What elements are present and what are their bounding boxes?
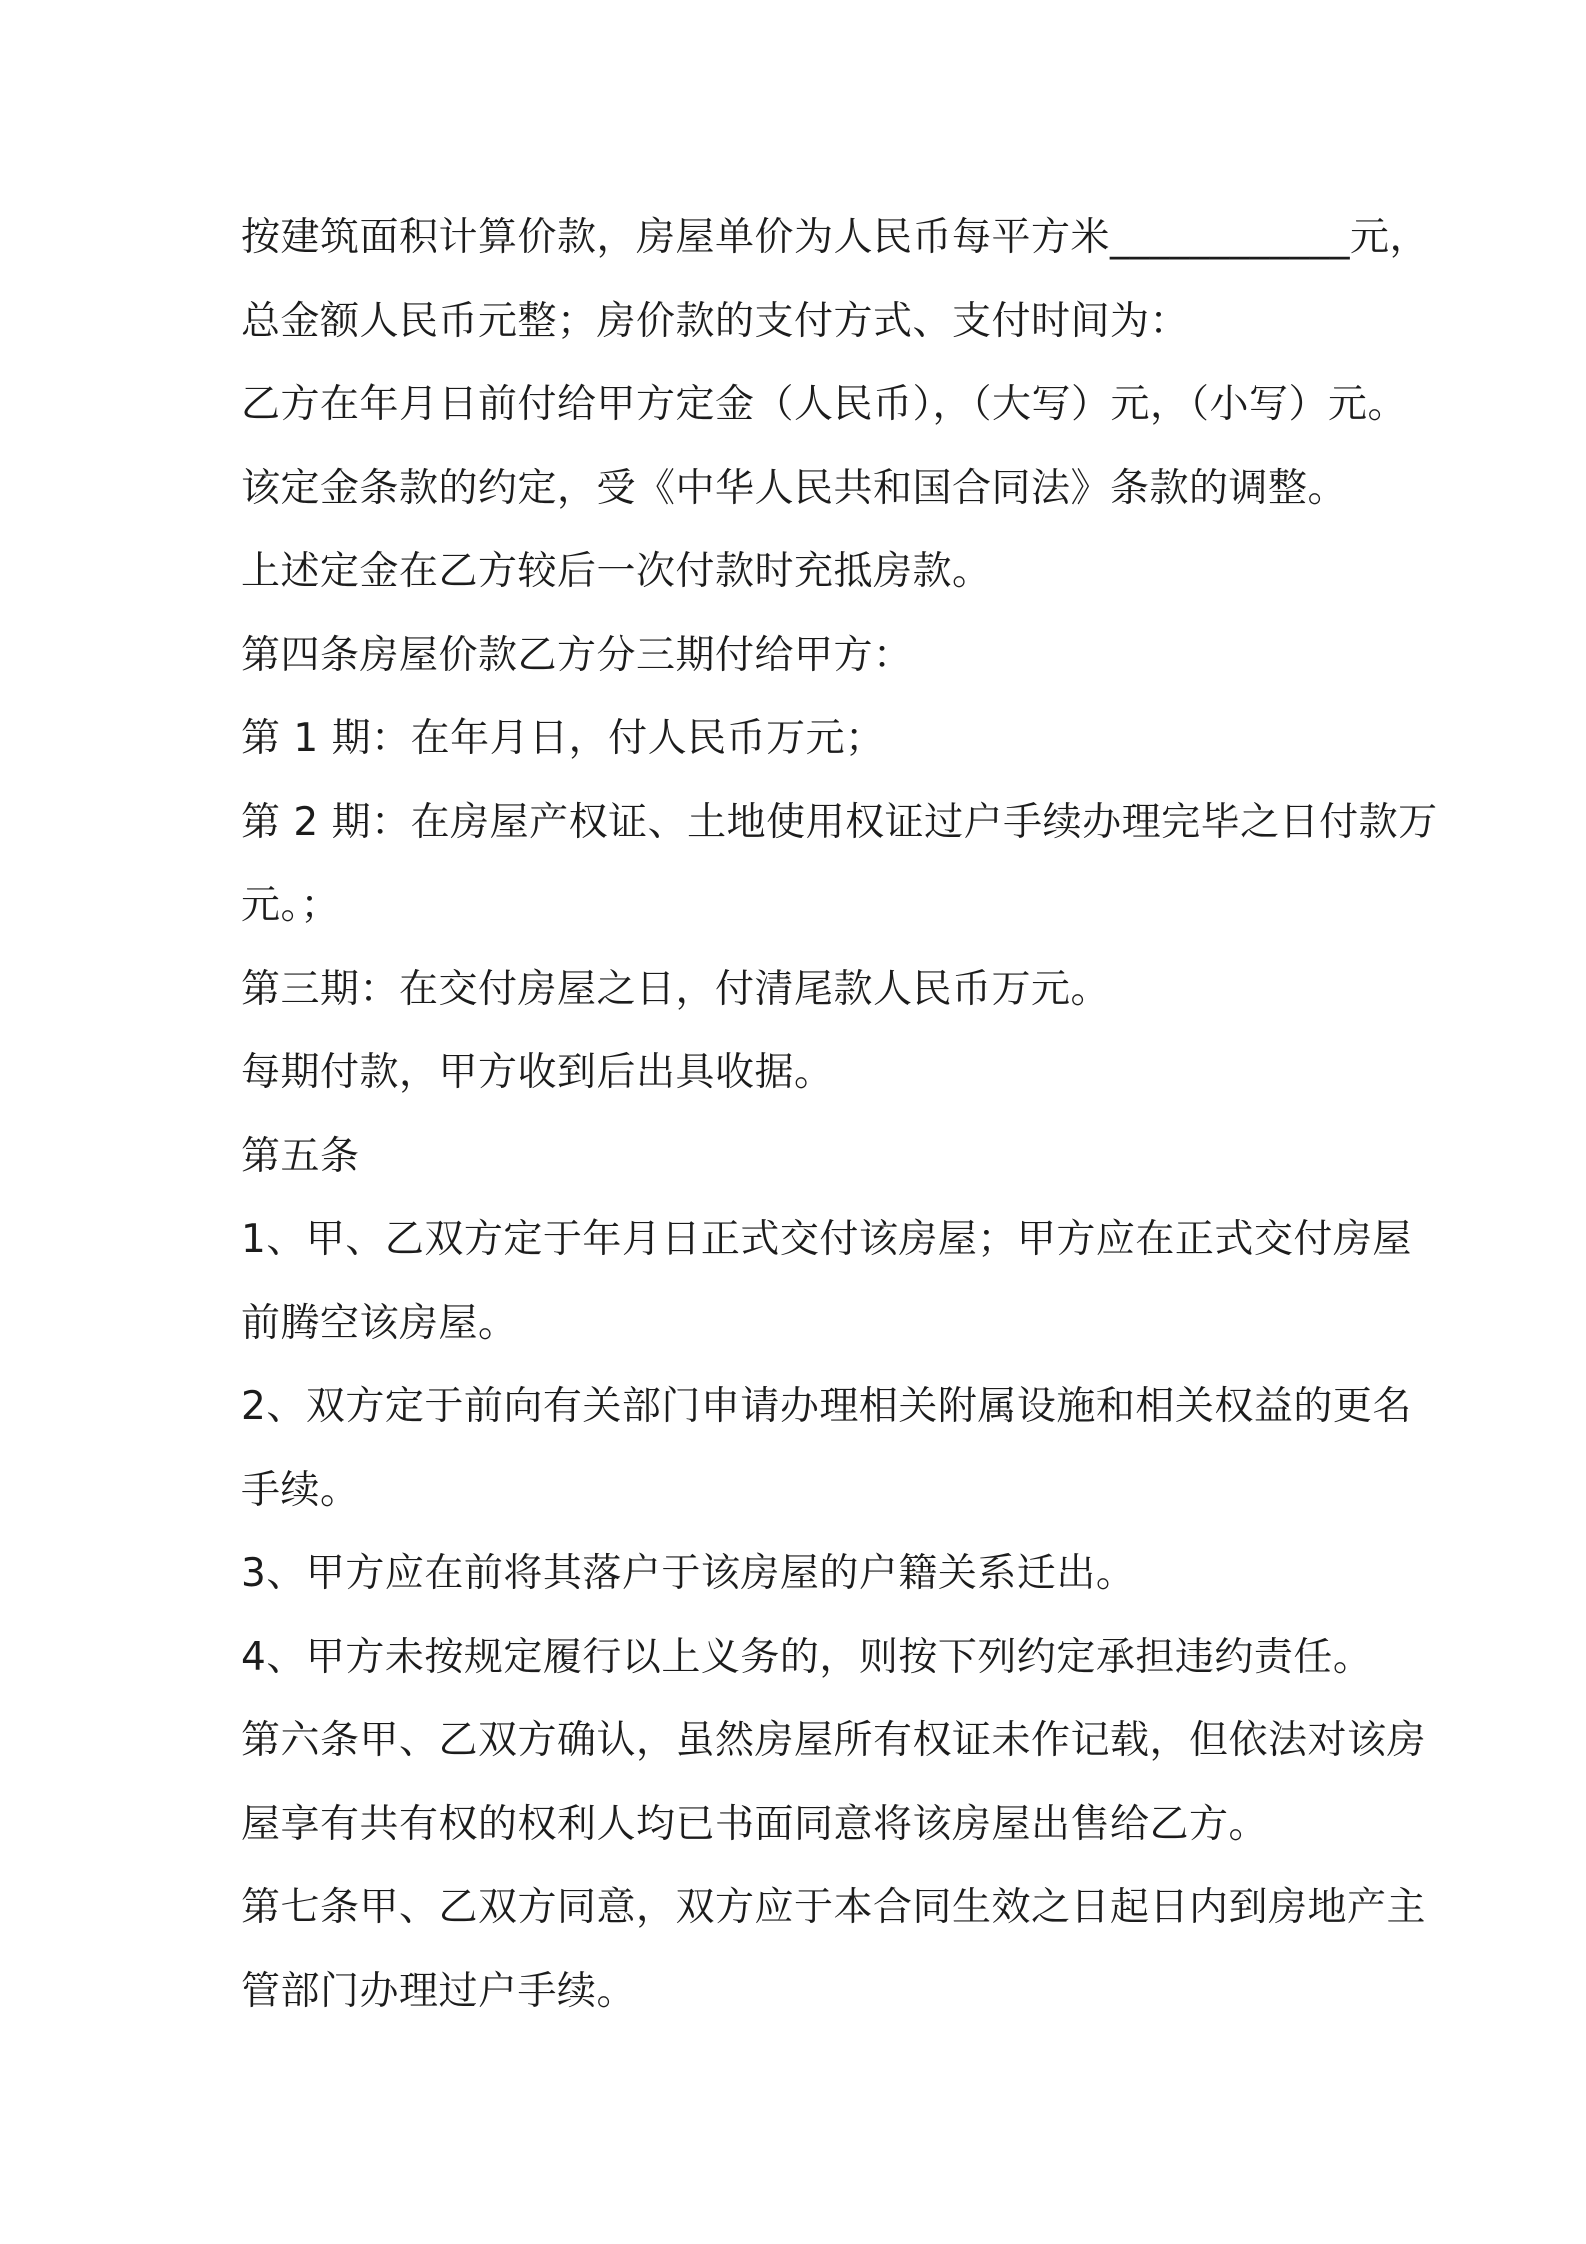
text-line-installment-2-cont: 元。；: [241, 883, 341, 928]
text-line-unit-price: 按建筑面积计算价款，房屋单价为人民币每平方米____________元，: [241, 215, 1430, 260]
text-line-item-1: 1、甲、乙双方定于年月日正式交付该房屋；甲方应在正式交付房屋: [241, 1217, 1412, 1262]
text-line-item-1-cont: 前腾空该房屋。: [241, 1300, 518, 1346]
text-line-article-6-cont: 屋享有共有权的权利人均已书面同意将该房屋出售给乙方。: [241, 1801, 1269, 1847]
text-line-deposit: 乙方在年月日前付给甲方定金（人民币），（大写）元，（小写）元。: [241, 382, 1408, 427]
text-line-article-7-cont: 管部门办理过户手续。: [241, 1968, 637, 2014]
text-line-deposit-offset: 上述定金在乙方较后一次付款时充抵房款。: [241, 549, 992, 594]
text-line-item-4: 4、甲方未按规定履行以上义务的，则按下列约定承担违约责任。: [241, 1634, 1373, 1680]
text-line-item-2: 2、双方定于前向有关部门申请办理相关附属设施和相关权益的更名: [241, 1384, 1412, 1429]
text-line-installment-1: 第 1 期：在年月日，付人民币万元；: [241, 716, 885, 761]
text-line-article-4-heading: 第四条房屋价款乙方分三期付给甲方：: [241, 632, 913, 678]
text-line-installment-3: 第三期：在交付房屋之日，付清尾款人民币万元。: [241, 966, 1111, 1012]
text-line-item-2-cont: 手续。: [241, 1467, 360, 1513]
text-line-article-6: 第六条甲、乙双方确认，虽然房屋所有权证未作记载，但依法对该房: [241, 1718, 1427, 1763]
text-line-total-amount: 总金额人民币元整；房价款的支付方式、支付时间为：: [241, 298, 1190, 344]
text-line-deposit-law: 该定金条款的约定，受《中华人民共和国合同法》条款的调整。: [241, 465, 1348, 511]
text-line-article-5-heading: 第五条: [241, 1133, 360, 1179]
text-line-article-7: 第七条甲、乙双方同意，双方应于本合同生效之日起日内到房地产主: [241, 1885, 1427, 1930]
text-line-installment-2: 第 2 期：在房屋产权证、土地使用权证过户手续办理完毕之日付款万: [241, 799, 1438, 845]
text-line-receipt: 每期付款，甲方收到后出具收据。: [241, 1050, 834, 1095]
contract-text-body: [241, 196, 1438, 2033]
text-line-item-3: 3、甲方应在前将其落户于该房屋的户籍关系迁出。: [241, 1551, 1136, 1596]
